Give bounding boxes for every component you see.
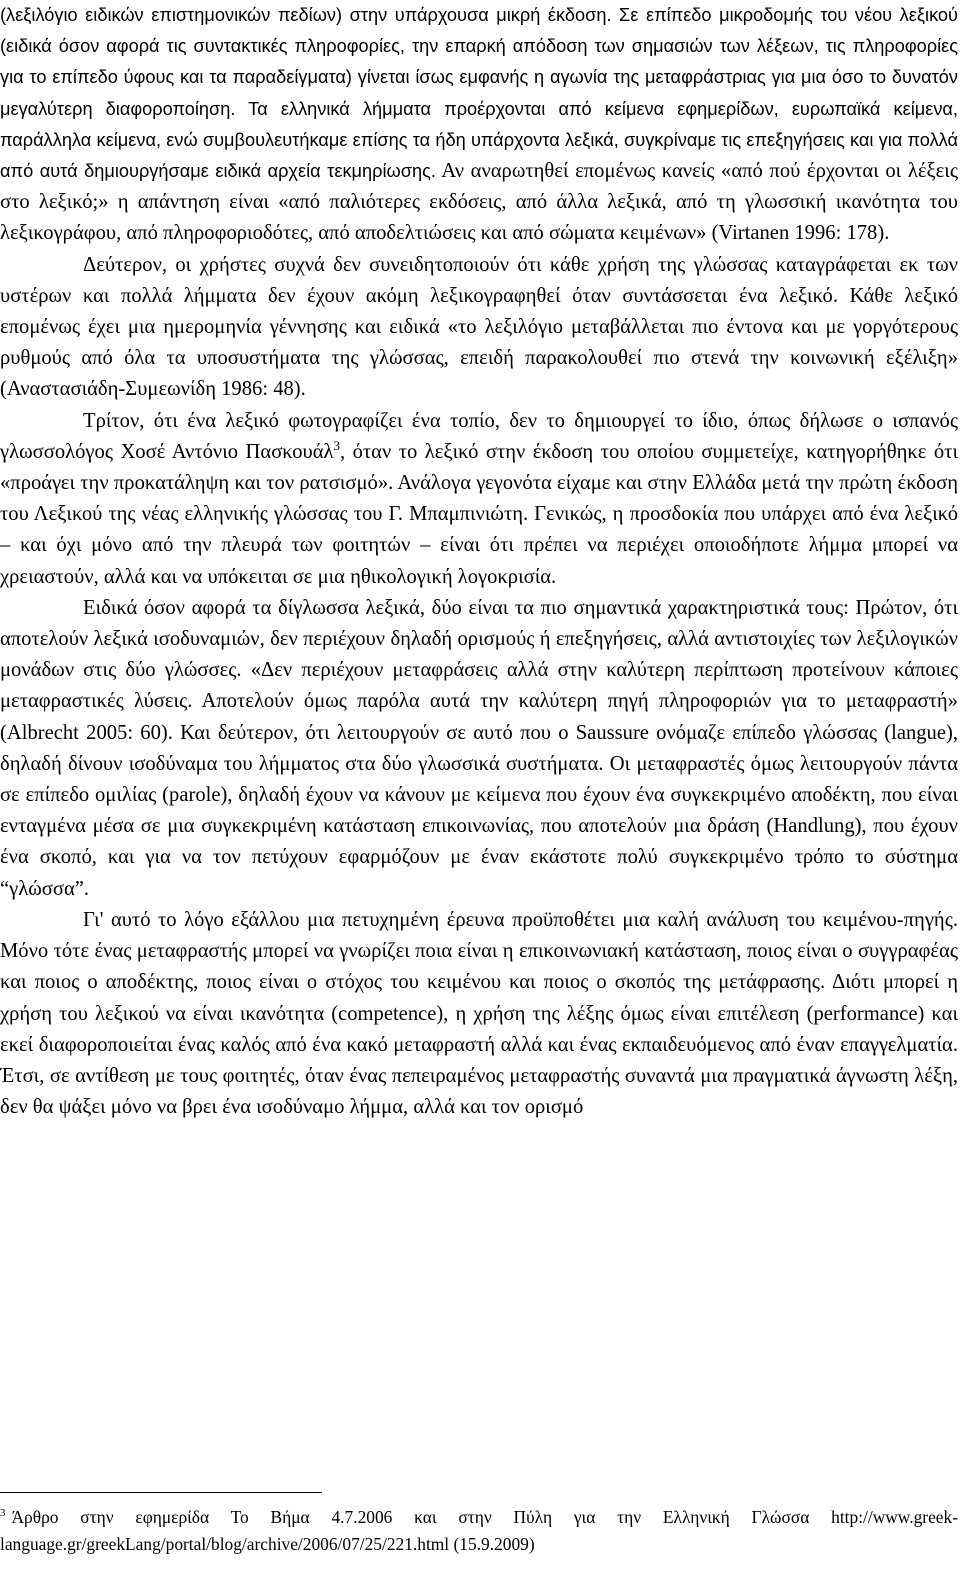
footnote <box>0 1504 958 1558</box>
paragraph-2: Δεύτερον, οι χρήστες συχνά δεν συνειδητοποιούν ότι κάθε χρήση της γλώσσας καταγράφεται εκ των υστέρων και πολλά λήμματα δεν έχουν ακόμη λεξικογραφηθεί όταν συντάσσεται ένα λεξικό. Κάθε λεξικό επομένως έχει μια ημερομηνία γέννησης και ειδικά «το λεξιλόγιο μεταβάλλεται πιο έντονα και με γοργότερους ρυθμούς από όλα τα υποσυστήματα της γλώσσας, επειδή παρακολουθεί πιο στενά την κοινωνική εξέλιξη» (Αναστασιάδη-Συμεωνίδη 1986: 48). <box>0 253 958 401</box>
paragraph-3 <box>0 406 958 593</box>
paragraph-1 <box>0 0 958 250</box>
paragraph-1-sans-text: (λεξιλόγιο ειδικών επιστημονικών πεδίων) στην υπάρχουσα μικρή έκδοση. Σε επίπεδο μικροδομής του νέου λεξικού (ειδικά όσον αφορά τις συντακτικές πληροφορίες, την επαρκή απόδοση των σημασιών των λέξεων, τις πληροφορίες για το επίπεδο ύφους και τα παραδείγματα) γίνεται ίσως εμφανής η αγωνία της μεταφράστριας για μια όσο το δυνατόν μεγαλύτερη διαφοροποίηση. Τα ελληνικά λήμματα προέρχονται από κείμενα εφημερίδων, ευρωπαϊκά κείμενα, παράλληλα κείμενα, ενώ συμβουλευτήκαμε επίσης τα ήδη υπάρχοντα λεξικά, συγκρίναμε τις επεξηγήσεις και για πολλά από αυτά δημιουργήσαμε ειδικά αρχεία τεκμηρίωσης. <box>0 5 958 182</box>
paragraph-1-serif-text: Αν αναρωτηθεί επομένως κανείς «από πού έρχονται οι λέξεις στο λεξικό;» η απάντηση είναι «από παλιότερες εκδόσεις, από άλλα λεξικά, από τη γλωσσική ικανότητα του λεξικογράφου, από πληροφοριοδότες, από αποδελτιώσεις και από σώματα κειμένων» (Virtanen 1996: 178). <box>0 160 958 245</box>
footnote-separator <box>0 1492 322 1493</box>
paragraph-3-text-after-ref: , όταν το λεξικό στην έκδοση του οποίου συμμετείχε, κατηγορήθηκε ότι «προάγει την προκατάληψη και τον ρατσισμό». Ανάλογα γεγονότα είχαμε και στην Ελλάδα μετά την πρώτη έκδοση του Λεξικού της νέας ελληνικής γλώσσας του Γ. Μπαμπινιώτη. Γενικώς, η προσδοκία που υπάρχει από ένα λεξικό – και όχι μόνο από την πλευρά των φοιτητών – είναι ότι πρέπει να περιέχει οποιοδήποτε λήμμα μπορεί να χρειαστούν, αλλά και να υπόκειται σε μια ηθικολογική λογοκρισία. <box>0 440 958 588</box>
footnote-number: 3 <box>0 1507 6 1520</box>
paragraph-4: Ειδικά όσον αφορά τα δίγλωσσα λεξικά, δύο είναι τα πιο σημαντικά χαρακτηριστικά τους: Πρώτον, ότι αποτελούν λεξικά ισοδυναμιών, δεν περιέχουν δηλαδή ορισμούς ή επεξηγήσεις, αλλά αντιστοιχίες των λεξιλογικών μονάδων στις δύο γλώσσες. «Δεν περιέχουν μεταφράσεις αλλά στην καλύτερη περίπτωση προτείνουν κάποιες μεταφραστικές λύσεις. Αποτελούν όμως παρόλα αυτά την καλύτερη πηγή πληροφοριών για το μεταφραστή» (Albrecht 2005: 60). Και δεύτερον, ότι λειτουργούν σε αυτό που ο Saussure ονόμαζε επίπεδο γλώσσας (langue), δηλαδή δίνουν ισοδύναμα του λήμματος στα δύο γλωσσικά συστήματα. Οι μεταφραστές όμως λειτουργούν πάντα σε επίπεδο ομιλίας (parole), δηλαδή έχουν να κάνουν με κείμενα που έχουν ένα συγκεκριμένο αποδέκτη, που είναι ενταγμένα μέσα σε μια συγκεκριμένη κατάσταση επικοινωνίας, που αποτελούν μια δράση (Handlung), που έχουν ένα σκοπό, και για να τον πετύχουν εφαρμόζουν με έναν εκάστοτε πολύ συγκεκριμένο τρόπο το σύστημα “γλώσσα”. <box>0 596 958 900</box>
footnote-reference-3[interactable]: 3 <box>333 437 340 453</box>
paragraph-3-text-before-ref: Τρίτον, ότι ένα λεξικό φωτογραφίζει ένα τοπίο, δεν το δημιουργεί το ίδιο, όπως δήλωσε ο ισπανός γλωσσολόγος Χοσέ Αντόνιο Πασκουάλ <box>0 409 958 463</box>
footnote-text[interactable]: Άρθρο στην εφημερίδα Το Βήμα 4.7.2006 και στην Πύλη για την Ελληνική Γλώσσα http://www.greek-language.gr/greekLang/portal/blog/archive/2006/07/25/221.html (15.9.2009) <box>0 1507 958 1554</box>
paragraph-5: Γι' αυτό το λόγο εξάλλου μια πετυχημένη έρευνα προϋποθέτει μια καλή ανάλυση του κειμένου-πηγής. Μόνο τότε ένας μεταφραστής μπορεί να γνωρίζει ποια είναι η επικοινωνιακή κατάσταση, ποιος είναι ο συγγραφέας και ποιος ο αποδέκτης, ποιος είναι ο στόχος του κειμένου και ποιος ο σκοπός της μετάφρασης. Διότι μπορεί η χρήση του λεξικού να είναι ικανότητα (competence), η χρήση της λέξης όμως είναι επιτέλεση (performance) και εκεί διαφοροποιείται ένας καλός από ένα κακό μεταφραστή αλλά και ένας εκπαιδευόμενος από έναν επαγγελματία. Έτσι, σε αντίθεση με τους φοιτητές, όταν ένας πεπειραμένος μεταφραστής συναντά μια πραγματικά άγνωστη λέξη, δεν θα ψάξει μόνο να βρει ένα ισοδύναμο λήμμα, αλλά και τον ορισμό <box>0 908 958 1119</box>
